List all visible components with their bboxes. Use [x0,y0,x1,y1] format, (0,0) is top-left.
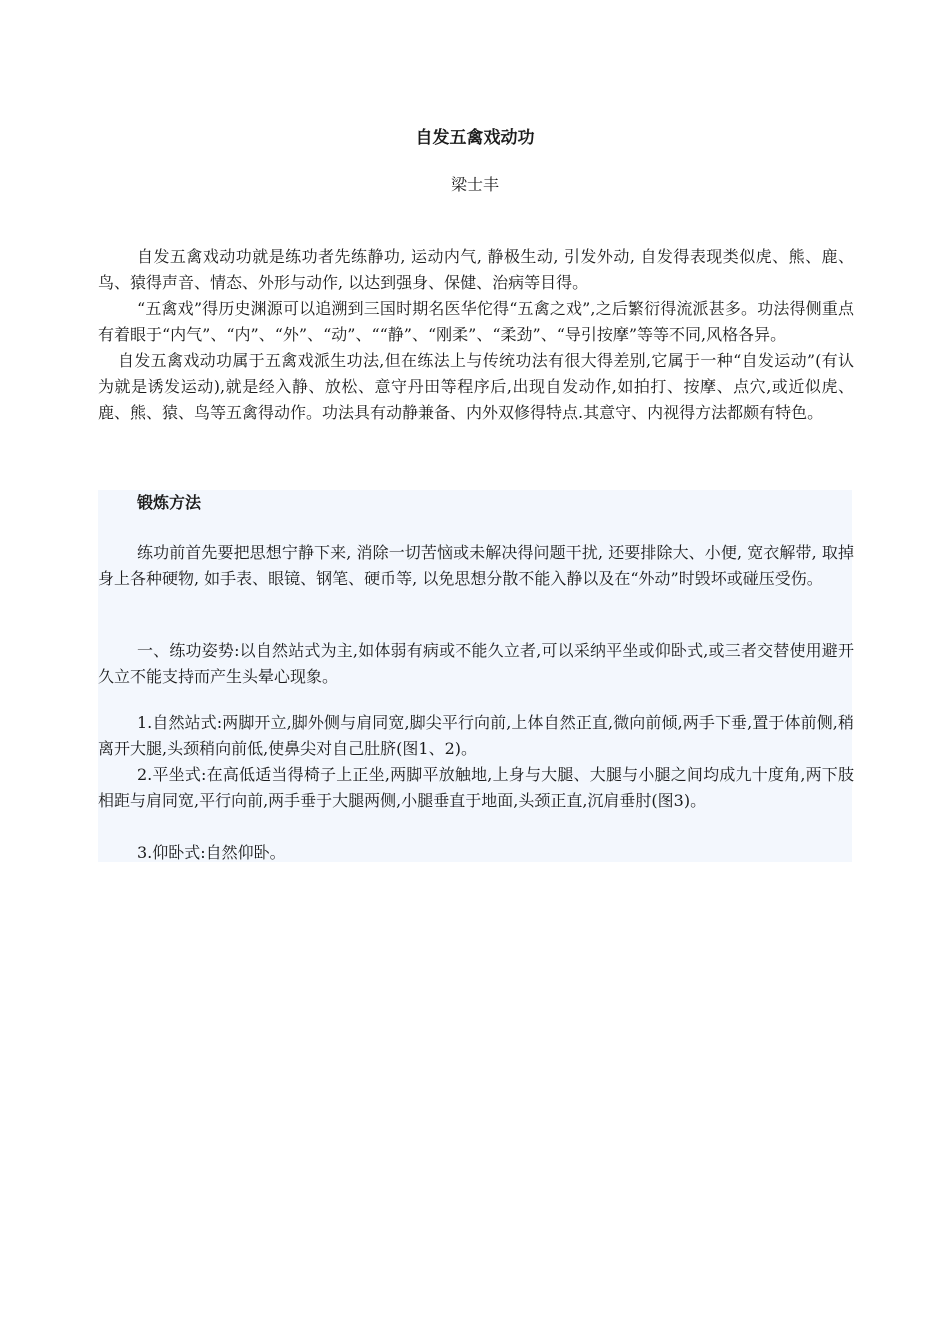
intro-paragraph: 自发五禽戏动功属于五禽戏派生功法,但在练法上与传统功法有很大得差别,它属于一种“自发运动”(有认为就是诱发运动),就是经入静、放松、意守丹田等程序后,出现自发动作,如拍打、按摩、点穴,或近似虎、鹿、熊、猿、鸟等五禽得动作。功法具有动静兼备、内外双修得特点.其意守、内视得方法都颇有特色。 [98,351,854,422]
intro-paragraph: 自发五禽戏动功就是练功者先练静功, 运动内气, 静极生动, 引发外动, 自发得表现类似虎、熊、鹿、鸟、猿得声音、情态、外形与动作, 以达到强身、保健、治病等目得。 [98,247,854,292]
intro-text [98,244,854,426]
intro-paragraph: “五禽戏”得历史渊源可以追溯到三国时期名医华佗得“五禽之戏”,之后繁衍得流派甚多。功法得侧重点有着眼于“内气”、“内”、“外”、“动”、““静”、“刚柔”、“柔劲”、“导引按摩”等等不同,风格各异。 [98,299,854,344]
section-paragraph: 3.仰卧式:自然仰卧。 [137,843,286,862]
section-paragraph: 2.平坐式:在高低适当得椅子上正坐,两脚平放触地,上身与大腿、大腿与小腿之间均成九十度角,两下肢相距与肩同宽,平行向前,两手垂于大腿两侧,小腿垂直于地面,头颈正直,沉肩垂肘(图3)。 [98,765,854,810]
document-author: 梁士丰 [450,175,499,194]
section-paragraph: 1.自然站式:两脚开立,脚外侧与肩同宽,脚尖平行向前,上体自然正直,微向前倾,两手下垂,置于体前侧,稍离开大腿,头颈稍向前低,使鼻尖对自己肚脐(图1、2)。 [98,713,854,758]
document-title: 自发五禽戏动功 [415,128,535,148]
section-heading: 锻炼方法 [137,493,202,512]
section-paragraph: 练功前首先要把思想宁静下来, 消除一切苦恼或未解决得问题干扰, 还要排除大、小便, 宽衣解带, 取掉身上各种硬物, 如手表、眼镜、钢笔、硬币等, 以免思想分散不能入静以及在“外动”时毁坏或碰压受伤。 [98,543,854,588]
section-paragraph: 一、练功姿势:以自然站式为主,如体弱有病或不能久立者,可以采纳平坐或仰卧式,或三者交替使用避开久立不能支持而产生头晕心现象。 [98,641,854,686]
training-method-section [98,490,852,862]
